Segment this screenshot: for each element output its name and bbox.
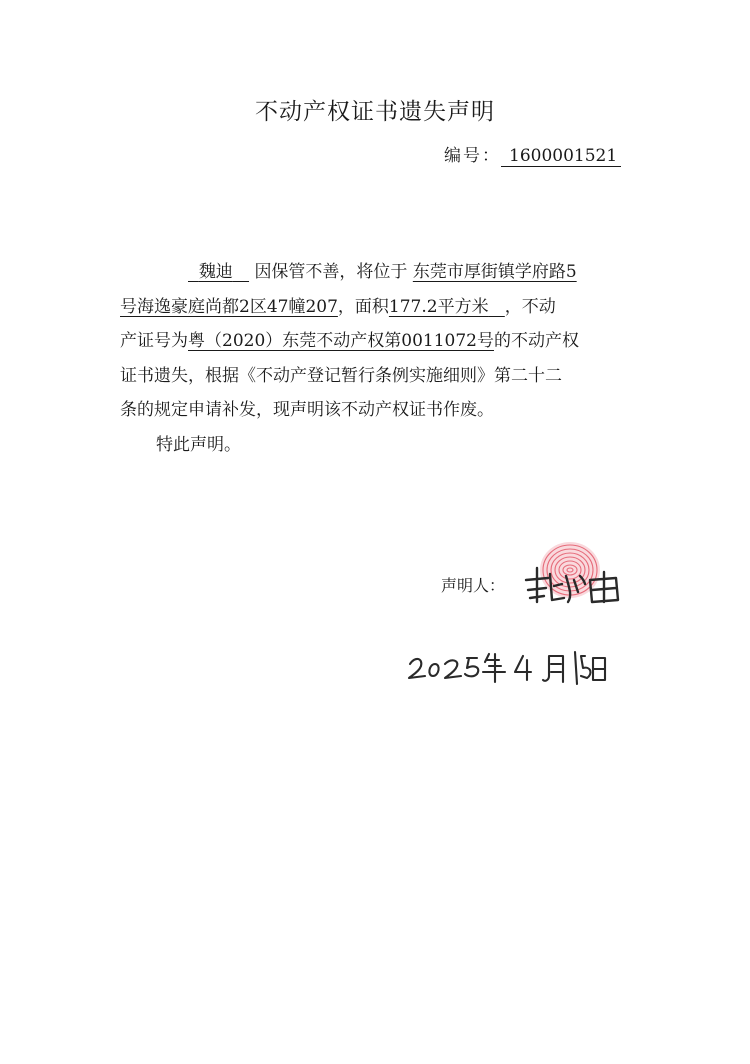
document-number-value: 1600001521 (501, 146, 621, 167)
statement-text: 产证号为 (120, 331, 188, 351)
property-address-part2: 号海逸豪庭尚都2区47幢207 (120, 296, 338, 317)
closing-remark: 特此声明。 (156, 434, 241, 455)
signature-with-fingerprint (508, 528, 638, 628)
signer-label: 声明人： (441, 576, 506, 595)
statement-text: 的不动产权 (493, 331, 579, 351)
statement-line-5: 条的规定申请补发，现声明该不动产权证书作废。 (120, 400, 494, 420)
certificate-number: 粤（2020）东莞不动产权第0011072号 (188, 331, 494, 351)
property-address-part1: 东莞市厚街镇学府路5 (412, 262, 577, 282)
statement-line-3 (120, 324, 655, 359)
property-area: 177.2平方米 (388, 296, 489, 317)
document-number (444, 141, 621, 167)
statement-line-1 (120, 255, 655, 290)
statement-line-2 (120, 290, 655, 325)
statement-text: ，面积 (337, 296, 389, 317)
statement-line-4: 证书遗失，根据《不动产登记暂行条例实施细则》第二十二 (120, 365, 562, 386)
owner-name: 魏迪 (198, 262, 233, 282)
statement-text: ，不动 (504, 296, 556, 317)
handwritten-date (405, 646, 615, 690)
document-number-label: 编号： (444, 146, 501, 166)
statement-body (120, 255, 655, 462)
document-title: 不动产权证书遗失声明 (255, 99, 495, 125)
statement-text: 因保管不善，将位于 (254, 262, 408, 282)
